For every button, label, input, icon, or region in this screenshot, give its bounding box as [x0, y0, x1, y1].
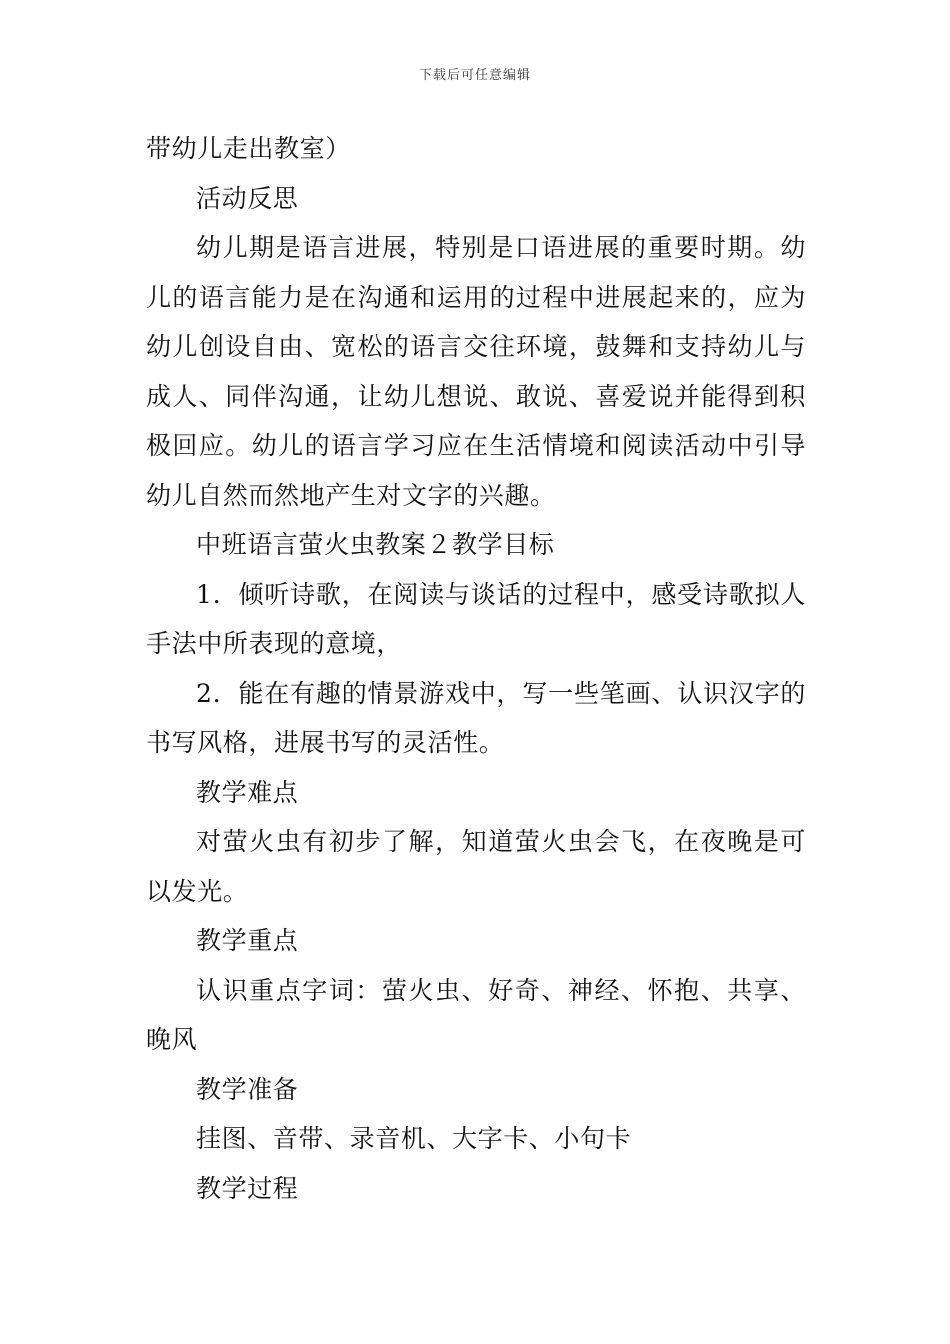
paragraph-continuation: 带幼儿走出教室）: [146, 134, 351, 163]
paragraph-key-points: 认识重点字词：萤火虫、好奇、神经、怀抱、共享、晚风: [146, 975, 806, 1054]
paragraph-goal-2: 2．能在有趣的情景游戏中，写一些笔画、认识汉字的书写风格，进展书写的灵活性。: [146, 678, 806, 757]
heading-difficulty: 教学难点: [196, 777, 299, 807]
document-body: [146, 124, 806, 1213]
paragraph-preparation: 挂图、音带、录音机、大字卡、小句卡: [196, 1124, 632, 1153]
paragraph-difficulty: 对萤火虫有初步了解，知道萤火虫会飞，在夜晚是可以发光。: [146, 827, 806, 906]
heading-lesson-plan-goals: 中班语言萤火虫教案２教学目标: [196, 530, 555, 559]
page-header: 下载后可任意编辑: [418, 68, 531, 83]
paragraph-goal-1: 1．倾听诗歌，在阅读与谈话的过程中，感受诗歌拟人手法中所表现的意境，: [146, 579, 806, 658]
heading-process: 教学过程: [196, 1173, 299, 1203]
paragraph-reflection: 幼儿期是语言进展，特别是口语进展的重要时期。幼儿的语言能力是在沟通和运用的过程中进展起来的，应为幼儿创设自由、宽松的语言交往环境，鼓舞和支持幼儿与成人、同伴沟通，让幼儿想说、敢说、喜爱说并能得到积极回应。幼儿的语言学习应在生活情境和阅读活动中引导幼儿自然而然地产生对文字的兴趣。: [146, 233, 806, 510]
heading-key-points: 教学重点: [196, 926, 299, 955]
heading-preparation: 教学准备: [196, 1074, 299, 1104]
heading-activity-reflection: 活动反思: [196, 183, 299, 213]
